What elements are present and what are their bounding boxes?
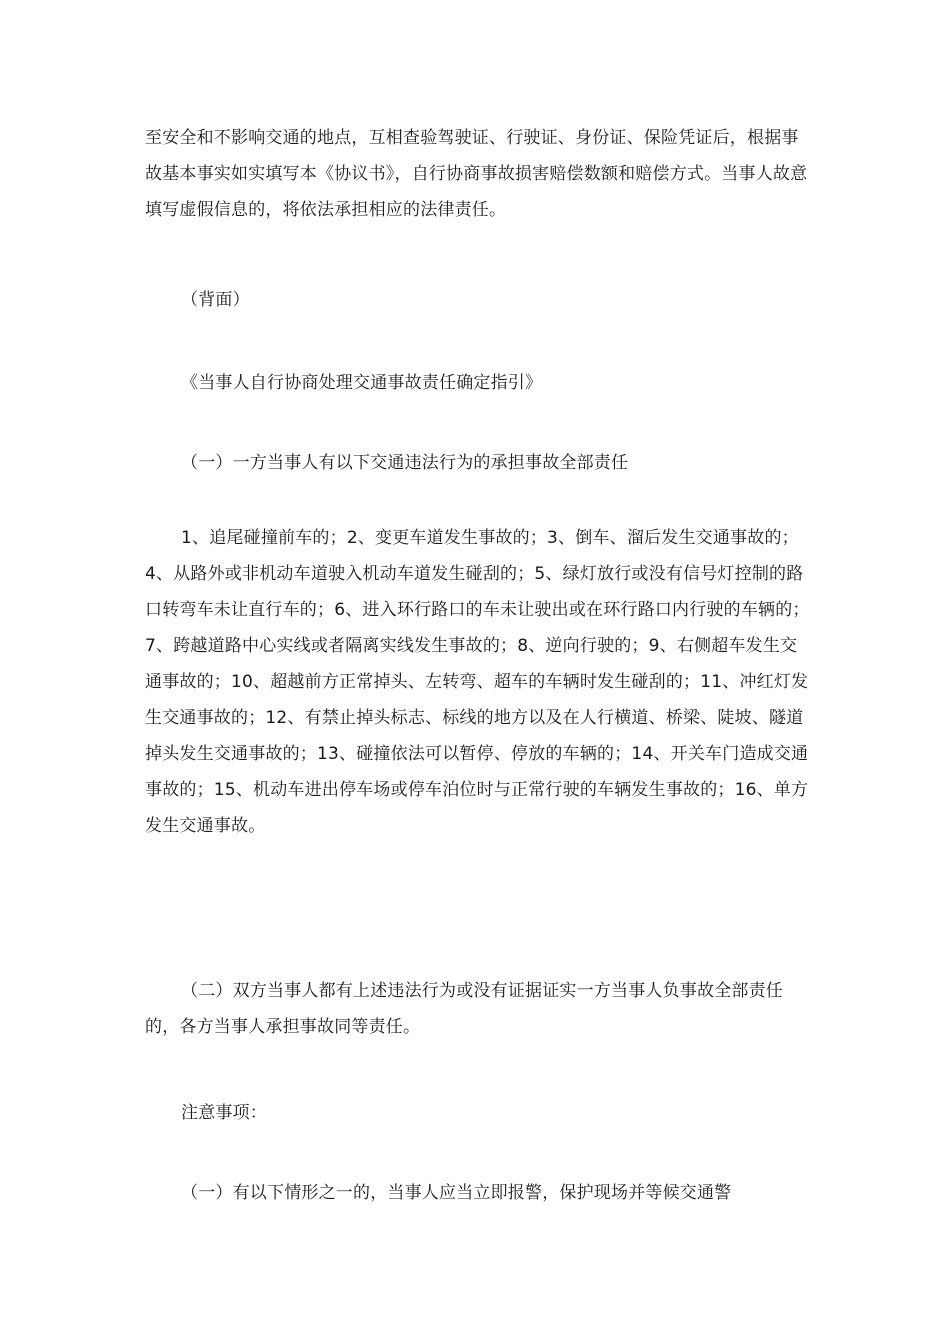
paragraph-text: 注意事项： xyxy=(181,1103,267,1123)
paragraph-intro-continuation xyxy=(145,120,810,228)
paragraph-text: （背面） xyxy=(181,290,250,310)
paragraph-text: 《当事人自行协商处理交通事故责任确定指引》 xyxy=(181,373,543,393)
paragraph-section-two xyxy=(145,973,810,1045)
paragraph-notes-heading xyxy=(145,1095,846,1131)
paragraph-text: 至安全和不影响交通的地点，互相查验驾驶证、行驶证、身份证、保险凭证后，根据事故基本事实如实填写本《协议书》，自行协商事故损害赔偿数额和赔偿方式。当事人故意填写虚假信息的，将依法承担相应的法律责任。 xyxy=(145,128,808,220)
paragraph-guide-title xyxy=(145,365,846,401)
paragraph-back-side-label xyxy=(145,282,846,318)
paragraph-text: （一）一方当事人有以下交通违法行为的承担事故全部责任 xyxy=(181,453,629,473)
paragraph-notes-item-one xyxy=(145,1175,810,1211)
paragraph-text: （二）双方当事人都有上述违法行为或没有证据证实一方当事人负事故全部责任的，各方当事人承担事故同等责任。 xyxy=(145,981,783,1037)
paragraph-text: （一）有以下情形之一的，当事人应当立即报警，保护现场并等候交通警 xyxy=(181,1183,732,1203)
paragraph-full-responsibility-list xyxy=(145,520,810,844)
paragraph-text: 1、追尾碰撞前车的；2、变更车道发生事故的；3、倒车、溜后发生交通事故的；4、从路外或非机动车道驶入机动车道发生碰刮的；5、绿灯放行或没有信号灯控制的路口转弯车未让直行车的；6、进入环行路口的车未让驶出或在环行路口内行驶的车辆的；7、跨越道路中心实线或者隔离实线发生事故的；8、逆向行驶的；9、右侧超车发生交通事故的；10、超越前方正常掉头、左转弯、超车的车辆时发生碰刮的；11、冲红灯发生交通事故的；12、有禁止掉头标志、标线的地方以及在人行横道、桥梁、陡坡、隧道掉头发生交通事故的；13、碰撞依法可以暂停、停放的车辆的；14、开关车门造成交通事故的；15、机动车进出停车场或停车泊位时与正常行驶的车辆发生事故的；16、单方发生交通事故。 xyxy=(145,528,810,836)
paragraph-section-one-heading xyxy=(145,445,846,481)
